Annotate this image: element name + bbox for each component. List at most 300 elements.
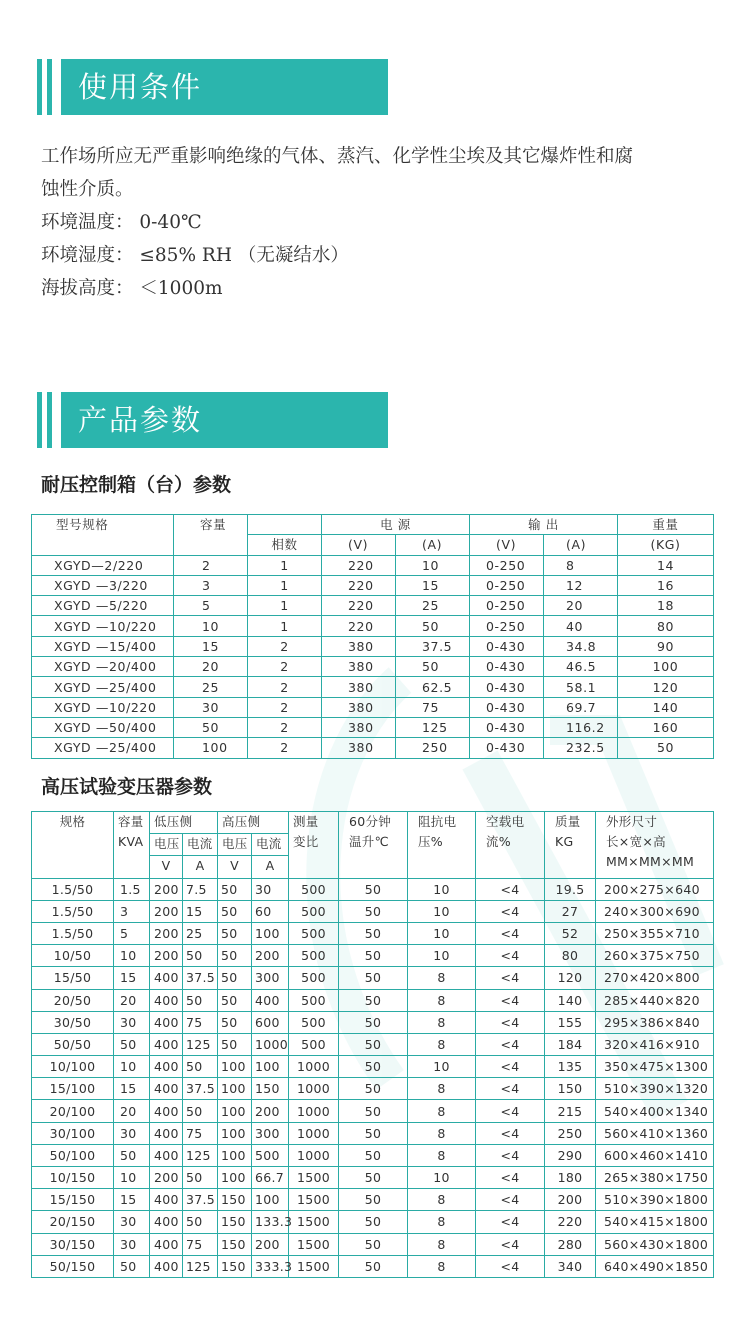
- table-cell: XGYD —10/220: [32, 697, 174, 717]
- header-accent-bar: [37, 392, 42, 448]
- table-cell: 8: [408, 1100, 476, 1122]
- table-row: [32, 636, 714, 656]
- altitude-line: [41, 272, 721, 305]
- table-cell: 1000: [289, 1100, 339, 1122]
- table-cell: 8: [408, 967, 476, 989]
- section-title: 使用条件: [61, 59, 388, 115]
- table-cell: 50: [114, 1144, 150, 1166]
- table-cell: 155: [545, 1011, 596, 1033]
- table-cell: 80: [618, 616, 714, 636]
- table-cell: 250: [545, 1122, 596, 1144]
- table-cell: 260×375×750: [596, 945, 714, 967]
- table-cell: 30/150: [32, 1233, 114, 1255]
- table-cell: 37.5: [183, 1189, 218, 1211]
- table-cell: 20: [174, 657, 248, 677]
- header-cell: [408, 812, 476, 879]
- header-cell: 电压: [150, 834, 183, 856]
- table-cell: 50: [183, 1167, 218, 1189]
- table-header-row: [32, 515, 714, 535]
- table-row: [32, 677, 714, 697]
- table-row: [32, 1255, 714, 1277]
- header-cell: 电 源: [322, 515, 470, 535]
- table-cell: 500: [252, 1144, 289, 1166]
- table-cell: 30: [114, 1233, 150, 1255]
- table-row: [32, 1056, 714, 1078]
- table-cell: 1: [248, 596, 322, 616]
- table-cell: <4: [476, 1144, 545, 1166]
- table-cell: 8: [408, 1078, 476, 1100]
- table-cell: 1.5: [114, 878, 150, 900]
- table-cell: <4: [476, 1167, 545, 1189]
- header-cell: [339, 812, 408, 879]
- table-cell: 270×420×800: [596, 967, 714, 989]
- table-cell: 20: [114, 1100, 150, 1122]
- transformer-table: [31, 811, 714, 1278]
- table-cell: 8: [408, 1011, 476, 1033]
- table-cell: 3: [114, 900, 150, 922]
- table-row: [32, 697, 714, 717]
- table-cell: 290: [545, 1144, 596, 1166]
- header-cell: V: [150, 856, 183, 878]
- header-cell: 电压: [218, 834, 252, 856]
- table-cell: 50/100: [32, 1144, 114, 1166]
- table-row: [32, 555, 714, 575]
- table-cell: 37.5: [183, 1078, 218, 1100]
- table-cell: 640×490×1850: [596, 1255, 714, 1277]
- table-cell: 50: [339, 922, 408, 944]
- table-cell: 50: [218, 989, 252, 1011]
- table-cell: 125: [183, 1255, 218, 1277]
- table-cell: 10: [408, 945, 476, 967]
- table-row: [32, 738, 714, 758]
- header-line: KG: [555, 834, 574, 849]
- table-cell: 19.5: [545, 878, 596, 900]
- table-cell: 58.1: [544, 677, 618, 697]
- table-cell: 100: [218, 1100, 252, 1122]
- humidity-line: [41, 239, 721, 272]
- table-cell: 50: [339, 1122, 408, 1144]
- table-cell: 1000: [289, 1122, 339, 1144]
- table-cell: 8: [408, 1144, 476, 1166]
- humidity-note: （无凝结水）: [237, 245, 349, 266]
- table-cell: 10: [408, 878, 476, 900]
- table-cell: 540×400×1340: [596, 1100, 714, 1122]
- table-cell: 80: [545, 945, 596, 967]
- table-cell: 125: [183, 1033, 218, 1055]
- header-line: MM×MM×MM: [606, 854, 695, 869]
- header-cell: 容量: [174, 515, 248, 556]
- table-cell: 5: [114, 922, 150, 944]
- table-cell: 125: [396, 717, 470, 737]
- table-cell: 200: [150, 900, 183, 922]
- header-cell: V: [218, 856, 252, 878]
- table-cell: 200: [252, 1233, 289, 1255]
- table-cell: 10: [114, 1167, 150, 1189]
- table-cell: 200: [252, 945, 289, 967]
- table-cell: 125: [183, 1144, 218, 1166]
- table-cell: 265×380×1750: [596, 1167, 714, 1189]
- header-cell: 相数: [248, 535, 322, 555]
- table-cell: 50: [339, 1033, 408, 1055]
- header-line: KVA: [118, 834, 144, 849]
- table-cell: 280: [545, 1233, 596, 1255]
- table-cell: 52: [545, 922, 596, 944]
- table-cell: 10: [174, 616, 248, 636]
- table-cell: 25: [183, 922, 218, 944]
- table-cell: 10: [114, 1056, 150, 1078]
- table-cell: 66.7: [252, 1167, 289, 1189]
- table-cell: <4: [476, 1122, 545, 1144]
- table-cell: 1000: [289, 1144, 339, 1166]
- table-cell: 69.7: [544, 697, 618, 717]
- table-cell: 37.5: [183, 967, 218, 989]
- table-cell: 10: [408, 922, 476, 944]
- table-row: [32, 1011, 714, 1033]
- table-cell: 510×390×1320: [596, 1078, 714, 1100]
- table-cell: 1000: [289, 1078, 339, 1100]
- header-accent-bar: [47, 59, 52, 115]
- table-cell: 15: [174, 636, 248, 656]
- table-row: [32, 967, 714, 989]
- table-cell: 220: [545, 1211, 596, 1233]
- table-cell: 60: [252, 900, 289, 922]
- table-row: [32, 1122, 714, 1144]
- conditions-line: 工作场所应无严重影响绝缘的气体、蒸汽、化学性尘埃及其它爆炸性和腐: [41, 146, 634, 167]
- table-cell: 50: [396, 616, 470, 636]
- header-line: 容量: [118, 814, 144, 829]
- table-cell: 100: [252, 1056, 289, 1078]
- header-cell: [248, 515, 322, 535]
- table-cell: <4: [476, 1211, 545, 1233]
- table-cell: 400: [150, 1056, 183, 1078]
- table-cell: 0-430: [470, 697, 544, 717]
- table-cell: 50: [339, 900, 408, 922]
- table-cell: 50: [218, 1011, 252, 1033]
- altitude-label: 海拔高度：: [41, 278, 134, 299]
- table-cell: 100: [218, 1078, 252, 1100]
- header-line: 变比: [293, 834, 319, 849]
- table-cell: 15/150: [32, 1189, 114, 1211]
- table-cell: 20/100: [32, 1100, 114, 1122]
- table-cell: 500: [289, 967, 339, 989]
- table-cell: 50: [114, 1033, 150, 1055]
- table-cell: <4: [476, 1011, 545, 1033]
- table-cell: 150: [218, 1189, 252, 1211]
- table-cell: 350×475×1300: [596, 1056, 714, 1078]
- table-cell: 50: [339, 945, 408, 967]
- header-cell: 低压侧: [150, 812, 218, 834]
- table-row: [32, 1078, 714, 1100]
- table-cell: 100: [618, 657, 714, 677]
- table-cell: 100: [252, 922, 289, 944]
- table-cell: 90: [618, 636, 714, 656]
- table-cell: 10: [408, 1056, 476, 1078]
- table-cell: 180: [545, 1167, 596, 1189]
- table-cell: 100: [218, 1144, 252, 1166]
- header-cell: 重量: [618, 515, 714, 535]
- header-cell: 输 出: [470, 515, 618, 535]
- table-cell: 50: [339, 878, 408, 900]
- table-cell: 1: [248, 616, 322, 636]
- table-cell: 400: [150, 1255, 183, 1277]
- table-cell: <4: [476, 900, 545, 922]
- table-cell: 0-430: [470, 717, 544, 737]
- table-cell: 50: [339, 1189, 408, 1211]
- header-cell: (V): [322, 535, 396, 555]
- table-cell: XGYD —5/220: [32, 596, 174, 616]
- table-cell: 400: [150, 1033, 183, 1055]
- table-row: [32, 900, 714, 922]
- table-cell: <4: [476, 1100, 545, 1122]
- header-line: 空载电: [486, 814, 525, 829]
- header-line: 温升℃: [349, 834, 389, 849]
- table-cell: XGYD —3/220: [32, 575, 174, 595]
- table-cell: 160: [618, 717, 714, 737]
- table-cell: 1000: [289, 1056, 339, 1078]
- table-cell: 15/100: [32, 1078, 114, 1100]
- table-row: [32, 922, 714, 944]
- table-cell: 380: [322, 697, 396, 717]
- table-cell: 500: [289, 945, 339, 967]
- header-cell: A: [252, 856, 289, 878]
- table-cell: 50: [339, 1167, 408, 1189]
- table-cell: 50: [174, 717, 248, 737]
- table-row: [32, 1167, 714, 1189]
- table-cell: 1500: [289, 1189, 339, 1211]
- table-cell: 500: [289, 878, 339, 900]
- table-cell: 200: [150, 922, 183, 944]
- table-cell: 50: [339, 1011, 408, 1033]
- table-cell: 50: [218, 878, 252, 900]
- table-cell: 50: [183, 1211, 218, 1233]
- table-cell: 135: [545, 1056, 596, 1078]
- table-cell: XGYD —15/400: [32, 636, 174, 656]
- table-cell: 1.5/50: [32, 922, 114, 944]
- table-cell: 240×300×690: [596, 900, 714, 922]
- table-cell: 140: [618, 697, 714, 717]
- table-cell: 15: [114, 967, 150, 989]
- table-cell: 37.5: [396, 636, 470, 656]
- table-row: [32, 1189, 714, 1211]
- table-cell: 40: [544, 616, 618, 636]
- table-cell: <4: [476, 922, 545, 944]
- table-cell: 50: [218, 900, 252, 922]
- table-cell: 0-250: [470, 555, 544, 575]
- table-cell: 5: [174, 596, 248, 616]
- table-cell: 220: [322, 555, 396, 575]
- table-cell: 8: [408, 1122, 476, 1144]
- table-cell: 25: [396, 596, 470, 616]
- table-cell: 0-250: [470, 616, 544, 636]
- header-line: 测量: [293, 814, 319, 829]
- table-cell: 50/150: [32, 1255, 114, 1277]
- table-cell: 300: [252, 1122, 289, 1144]
- table-cell: 0-430: [470, 657, 544, 677]
- table-cell: 400: [150, 967, 183, 989]
- table-cell: 10/50: [32, 945, 114, 967]
- header-line: 压%: [418, 834, 443, 849]
- table-cell: 50: [218, 945, 252, 967]
- table-cell: 20: [114, 989, 150, 1011]
- table-cell: 30: [114, 1011, 150, 1033]
- header-cell: 高压侧: [218, 812, 289, 834]
- table-cell: 1500: [289, 1211, 339, 1233]
- table-row: [32, 1144, 714, 1166]
- table-cell: 16: [618, 575, 714, 595]
- table-cell: 400: [150, 989, 183, 1011]
- table-cell: 8: [408, 989, 476, 1011]
- table-cell: 560×410×1360: [596, 1122, 714, 1144]
- table-cell: 50: [339, 967, 408, 989]
- table-cell: 20/50: [32, 989, 114, 1011]
- table-cell: 50: [339, 989, 408, 1011]
- table-cell: 220: [322, 596, 396, 616]
- header-accent-bar: [47, 392, 52, 448]
- table-cell: 333.3: [252, 1255, 289, 1277]
- header-cell: [114, 812, 150, 879]
- table-cell: 250: [396, 738, 470, 758]
- control-box-table: [31, 514, 714, 759]
- table-cell: 1.5/50: [32, 878, 114, 900]
- table-cell: 150: [218, 1211, 252, 1233]
- table-cell: <4: [476, 1255, 545, 1277]
- table1-title: 耐压控制箱（台）参数: [41, 474, 232, 496]
- table-cell: 400: [150, 1144, 183, 1166]
- table-cell: 150: [252, 1078, 289, 1100]
- table-cell: 46.5: [544, 657, 618, 677]
- header-cell: 规格: [32, 812, 114, 879]
- table-cell: 18: [618, 596, 714, 616]
- table-cell: 30/50: [32, 1011, 114, 1033]
- table-cell: 0-430: [470, 677, 544, 697]
- table-cell: 150: [218, 1233, 252, 1255]
- header-line: 质量: [555, 814, 581, 829]
- table-row: [32, 657, 714, 677]
- table-cell: 600: [252, 1011, 289, 1033]
- table-cell: 2: [248, 636, 322, 656]
- table-cell: 300: [252, 967, 289, 989]
- header-cell: A: [183, 856, 218, 878]
- table-cell: 500: [289, 989, 339, 1011]
- table-cell: 50: [183, 945, 218, 967]
- table-cell: 500: [289, 922, 339, 944]
- table-cell: 500: [289, 1011, 339, 1033]
- header-accent-bar: [37, 59, 42, 115]
- altitude-value: ＜1000m: [139, 278, 223, 299]
- table-cell: <4: [476, 989, 545, 1011]
- header-cell: [545, 812, 596, 879]
- table-cell: 10: [396, 555, 470, 575]
- table-cell: 30/100: [32, 1122, 114, 1144]
- table-cell: 50: [218, 967, 252, 989]
- table-cell: <4: [476, 1056, 545, 1078]
- table-cell: 10: [408, 900, 476, 922]
- table-cell: 20: [544, 596, 618, 616]
- table-cell: 510×390×1800: [596, 1189, 714, 1211]
- table-cell: 50: [339, 1255, 408, 1277]
- header-line: 长×宽×高: [606, 834, 666, 849]
- table-row: [32, 596, 714, 616]
- table-cell: XGYD—2/220: [32, 555, 174, 575]
- table-cell: 200: [545, 1189, 596, 1211]
- table-cell: 1500: [289, 1167, 339, 1189]
- header-line: 流%: [486, 834, 511, 849]
- table-cell: 0-250: [470, 596, 544, 616]
- table-cell: 215: [545, 1100, 596, 1122]
- table-cell: 10/150: [32, 1167, 114, 1189]
- table-cell: 600×460×1410: [596, 1144, 714, 1166]
- table-cell: 15/50: [32, 967, 114, 989]
- table-cell: 30: [114, 1211, 150, 1233]
- table-cell: 100: [252, 1189, 289, 1211]
- table-cell: 120: [545, 967, 596, 989]
- table-cell: 8: [544, 555, 618, 575]
- table-cell: 400: [150, 1189, 183, 1211]
- table-cell: 12: [544, 575, 618, 595]
- table-row: [32, 989, 714, 1011]
- table-cell: 30: [252, 878, 289, 900]
- table-cell: 34.8: [544, 636, 618, 656]
- table-cell: 2: [174, 555, 248, 575]
- table-cell: 0-430: [470, 636, 544, 656]
- table-cell: 250×355×710: [596, 922, 714, 944]
- table-cell: 15: [183, 900, 218, 922]
- table-cell: <4: [476, 1189, 545, 1211]
- table-cell: 200: [252, 1100, 289, 1122]
- table-cell: 1: [248, 555, 322, 575]
- table-cell: 200: [150, 945, 183, 967]
- table-cell: 20/150: [32, 1211, 114, 1233]
- table-cell: 0-250: [470, 575, 544, 595]
- table-cell: 500: [289, 1033, 339, 1055]
- table-cell: 100: [174, 738, 248, 758]
- table-cell: 116.2: [544, 717, 618, 737]
- header-line: 外形尺寸: [606, 814, 658, 829]
- table-cell: 400: [150, 1100, 183, 1122]
- header-line: 阻抗电: [418, 814, 457, 829]
- table-cell: <4: [476, 945, 545, 967]
- section-header-conditions: [37, 59, 388, 115]
- table-cell: 1500: [289, 1255, 339, 1277]
- table-cell: 500: [289, 900, 339, 922]
- header-line: 60分钟: [349, 814, 392, 829]
- table-cell: 100: [218, 1122, 252, 1144]
- table-row: [32, 616, 714, 636]
- table-cell: 150: [545, 1078, 596, 1100]
- table-row: [32, 878, 714, 900]
- table2-title: 高压试验变压器参数: [41, 776, 213, 798]
- table-cell: 380: [322, 717, 396, 737]
- table-cell: 285×440×820: [596, 989, 714, 1011]
- table-cell: 14: [618, 555, 714, 575]
- table-cell: 1.5/50: [32, 900, 114, 922]
- table-cell: 320×416×910: [596, 1033, 714, 1055]
- table-cell: XGYD —50/400: [32, 717, 174, 737]
- conditions-text: [41, 140, 721, 305]
- header-cell: 电流: [183, 834, 218, 856]
- humidity-label: 环境湿度：: [41, 245, 134, 266]
- table-cell: 140: [545, 989, 596, 1011]
- table-cell: 75: [396, 697, 470, 717]
- table-cell: 75: [183, 1122, 218, 1144]
- table-cell: 2: [248, 657, 322, 677]
- table-cell: <4: [476, 878, 545, 900]
- table-row: [32, 1033, 714, 1055]
- table-cell: 400: [150, 1233, 183, 1255]
- table-cell: 2: [248, 697, 322, 717]
- table-cell: 50: [339, 1144, 408, 1166]
- table-cell: 150: [218, 1255, 252, 1277]
